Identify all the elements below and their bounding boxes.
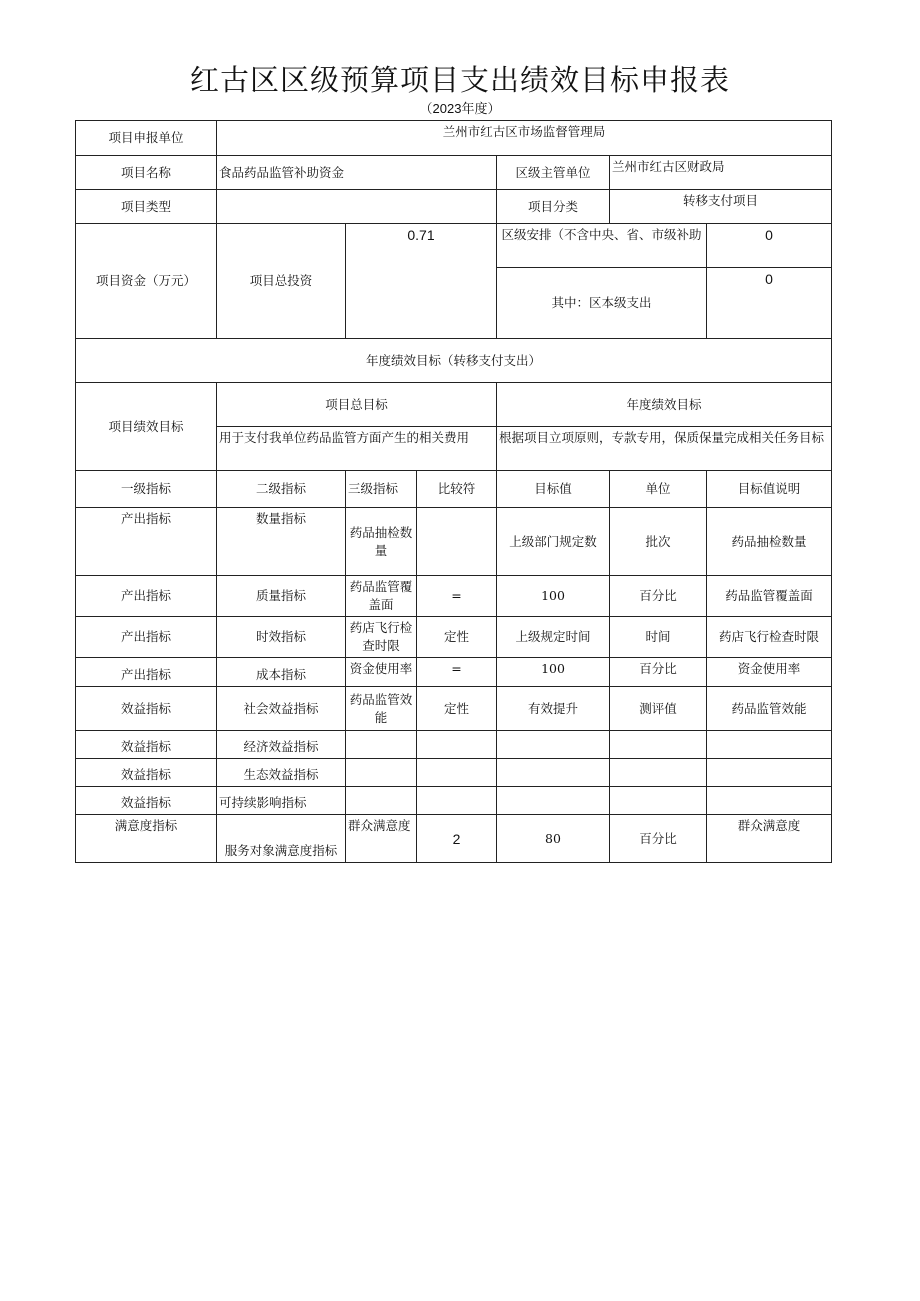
year-subtitle xyxy=(0,98,920,117)
row-comparator: = xyxy=(417,576,497,617)
header-comparator: 比较符 xyxy=(417,471,497,508)
row-unit: 时间 xyxy=(610,617,707,658)
row-level2: 时效指标 xyxy=(217,617,346,658)
row-unit: 测评值 xyxy=(610,687,707,731)
row-level2: 数量指标 xyxy=(217,508,346,576)
row-target-description: 资金使用率 xyxy=(707,658,832,687)
performance-form-table xyxy=(75,120,832,863)
unit-value: 兰州市红古区市场监督管理局 xyxy=(217,121,832,156)
row-level3 xyxy=(346,759,417,787)
table-row xyxy=(76,787,832,815)
district-expense-value: 0 xyxy=(707,268,832,339)
row-target-description xyxy=(707,759,832,787)
row-unit: 百分比 xyxy=(610,815,707,863)
header-target-description: 目标值说明 xyxy=(707,471,832,508)
row-level1: 效益指标 xyxy=(76,731,217,759)
row-target-value xyxy=(497,731,610,759)
annual-goal-header: 年度绩效目标 xyxy=(497,383,832,427)
row-comparator: = xyxy=(417,658,497,687)
row-unit xyxy=(610,759,707,787)
table-row xyxy=(76,617,832,658)
row-level1: 效益指标 xyxy=(76,759,217,787)
row-level3: 资金使用率 xyxy=(346,658,417,687)
annual-goal-text: 根据项目立项原则，专款专用，保质保量完成相关任务目标 xyxy=(497,427,832,471)
table-row xyxy=(76,576,832,617)
header-unit: 单位 xyxy=(610,471,707,508)
row-level2: 社会效益指标 xyxy=(217,687,346,731)
row-comparator: 定性 xyxy=(417,617,497,658)
row-unit: 批次 xyxy=(610,508,707,576)
overall-goal-header: 项目总目标 xyxy=(217,383,497,427)
project-name-label: 项目名称 xyxy=(76,156,217,190)
row-level3 xyxy=(346,787,417,815)
table-row xyxy=(76,687,832,731)
project-type-value xyxy=(217,190,497,224)
row-level2: 服务对象满意度指标 xyxy=(217,815,346,863)
row-unit: 百分比 xyxy=(610,658,707,687)
row-target-value: 上级规定时间 xyxy=(497,617,610,658)
table-row xyxy=(76,815,832,863)
row-target-value: 上级部门规定数 xyxy=(497,508,610,576)
row-level3: 药店飞行检查时限 xyxy=(346,617,417,658)
row-level2: 质量指标 xyxy=(217,576,346,617)
header-level1: 一级指标 xyxy=(76,471,217,508)
funds-label: 项目资金（万元） xyxy=(76,224,217,339)
row-level2: 生态效益指标 xyxy=(217,759,346,787)
district-arrange-label: 区级安排（不含中央、省、市级补助 xyxy=(497,224,707,268)
row-target-description: 药店飞行检查时限 xyxy=(707,617,832,658)
row-comparator xyxy=(417,731,497,759)
year-close: 年度） xyxy=(461,102,501,117)
row-target-value: 80 xyxy=(497,815,610,863)
row-target-value xyxy=(497,759,610,787)
row-unit xyxy=(610,787,707,815)
row-comparator: 定性 xyxy=(417,687,497,731)
row-level1: 效益指标 xyxy=(76,787,217,815)
row-level3: 药品抽检数量 xyxy=(346,508,417,576)
row-target-value: 100 xyxy=(497,576,610,617)
project-type-label: 项目类型 xyxy=(76,190,217,224)
project-category-label: 项目分类 xyxy=(497,190,610,224)
row-target-description: 药品监管效能 xyxy=(707,687,832,731)
row-level2: 经济效益指标 xyxy=(217,731,346,759)
row-unit: 百分比 xyxy=(610,576,707,617)
district-arrange-value: 0 xyxy=(707,224,832,268)
row-level1: 效益指标 xyxy=(76,687,217,731)
page-title: 红古区区级预算项目支出绩效目标申报表 xyxy=(189,63,730,97)
row-level1: 产出指标 xyxy=(76,658,217,687)
row-target-description: 药品监管覆盖面 xyxy=(707,576,832,617)
row-level2: 可持续影响指标 xyxy=(217,787,346,815)
project-name-value: 食品药品监管补助资金 xyxy=(217,156,497,190)
row-unit xyxy=(610,731,707,759)
row-level1: 产出指标 xyxy=(76,617,217,658)
row-comparator xyxy=(417,508,497,576)
total-investment-label: 项目总投资 xyxy=(217,224,346,339)
header-target-value: 目标值 xyxy=(497,471,610,508)
year-number: 2023 xyxy=(432,101,462,116)
supervisor-label: 区级主管单位 xyxy=(497,156,610,190)
unit-label: 项目申报单位 xyxy=(76,121,217,156)
table-row xyxy=(76,658,832,687)
row-target-value xyxy=(497,787,610,815)
table-row xyxy=(76,508,832,576)
row-level1: 满意度指标 xyxy=(76,815,217,863)
district-expense-label: 其中：区本级支出 xyxy=(497,268,707,339)
row-target-description: 药品抽检数量 xyxy=(707,508,832,576)
row-level2: 成本指标 xyxy=(217,658,346,687)
row-level3 xyxy=(346,731,417,759)
header-level2: 二级指标 xyxy=(217,471,346,508)
row-target-value: 有效提升 xyxy=(497,687,610,731)
row-target-description xyxy=(707,731,832,759)
overall-goal-text: 用于支付我单位药品监管方面产生的相关费用 xyxy=(217,427,497,471)
total-investment-value: 0.71 xyxy=(346,224,497,339)
table-row xyxy=(76,731,832,759)
annual-target-header: 年度绩效目标（转移支付支出） xyxy=(76,339,832,383)
row-level1: 产出指标 xyxy=(76,508,217,576)
performance-goal-label: 项目绩效目标 xyxy=(76,383,217,471)
header-level3: 三级指标 xyxy=(346,471,417,508)
row-comparator xyxy=(417,759,497,787)
row-level3: 群众满意度 xyxy=(346,815,417,863)
row-target-value: 100 xyxy=(497,658,610,687)
row-target-description xyxy=(707,787,832,815)
row-target-description: 群众满意度 xyxy=(707,815,832,863)
supervisor-value: 兰州市红古区财政局 xyxy=(610,156,832,190)
project-category-value: 转移支付项目 xyxy=(610,190,832,224)
row-level3: 药品监管效能 xyxy=(346,687,417,731)
year-open: （ xyxy=(419,102,433,117)
row-level3: 药品监管覆盖面 xyxy=(346,576,417,617)
row-comparator xyxy=(417,787,497,815)
table-row xyxy=(76,759,832,787)
row-comparator: 2 xyxy=(417,815,497,863)
row-level1: 产出指标 xyxy=(76,576,217,617)
